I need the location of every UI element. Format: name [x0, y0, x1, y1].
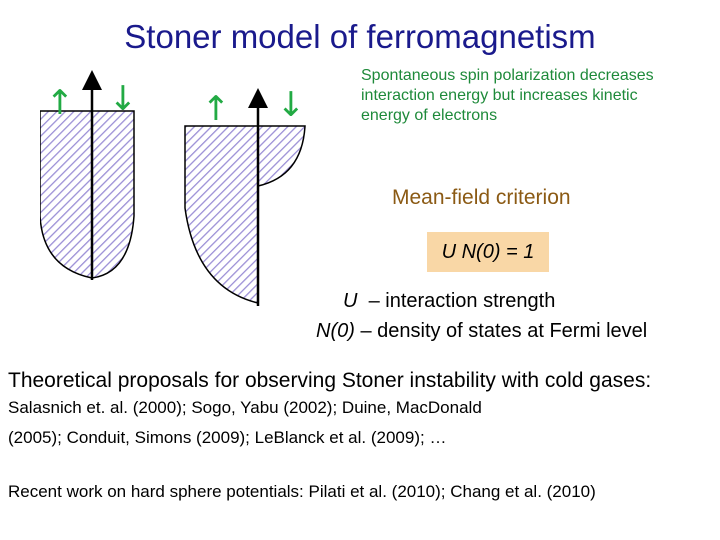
definition-u — [343, 290, 555, 313]
u-definition-text: – interaction strength — [368, 290, 556, 312]
u-symbol: U — [343, 290, 358, 312]
references-line-2: (2005); Conduit, Simons (2009); LeBlanck et al. (2009); … — [8, 428, 447, 447]
right-spin-down-arrow: ↓ — [276, 85, 306, 125]
stoner-density-of-states-diagram — [40, 68, 320, 318]
slide-title: Stoner model of ferromagnetism — [124, 18, 596, 55]
right-spin-up-arrow: ↑ — [201, 89, 231, 129]
theoretical-lead: Theoretical proposals for observing Stoner instability with cold gases: — [8, 369, 652, 392]
definition-n0 — [316, 320, 647, 343]
left-spin-down-arrow: ↓ — [108, 79, 138, 119]
references-line-1: Salasnich et. al. (2000); Sogo, Yabu (2002); Duine, MacDonald — [8, 398, 482, 417]
n0-symbol: N(0) — [316, 320, 355, 342]
spontaneous-polarization-note: Spontaneous spin polarization decreases interaction energy but increases kinetic energy of electrons — [361, 67, 654, 124]
recent-work-paragraph: Recent work on hard sphere potentials: Pilati et al. (2010); Chang et al. (2010) — [8, 482, 596, 501]
left-well-fill — [40, 111, 134, 278]
right-well-fill — [185, 126, 305, 303]
left-spin-up-arrow: ↑ — [45, 83, 75, 123]
n0-definition-text: – density of states at Fermi level — [360, 320, 648, 342]
stoner-criterion-equation: U N(0) = 1 — [427, 232, 549, 272]
theoretical-proposals-paragraph — [8, 368, 708, 451]
mean-field-criterion-label: Mean-field criterion — [392, 186, 571, 209]
